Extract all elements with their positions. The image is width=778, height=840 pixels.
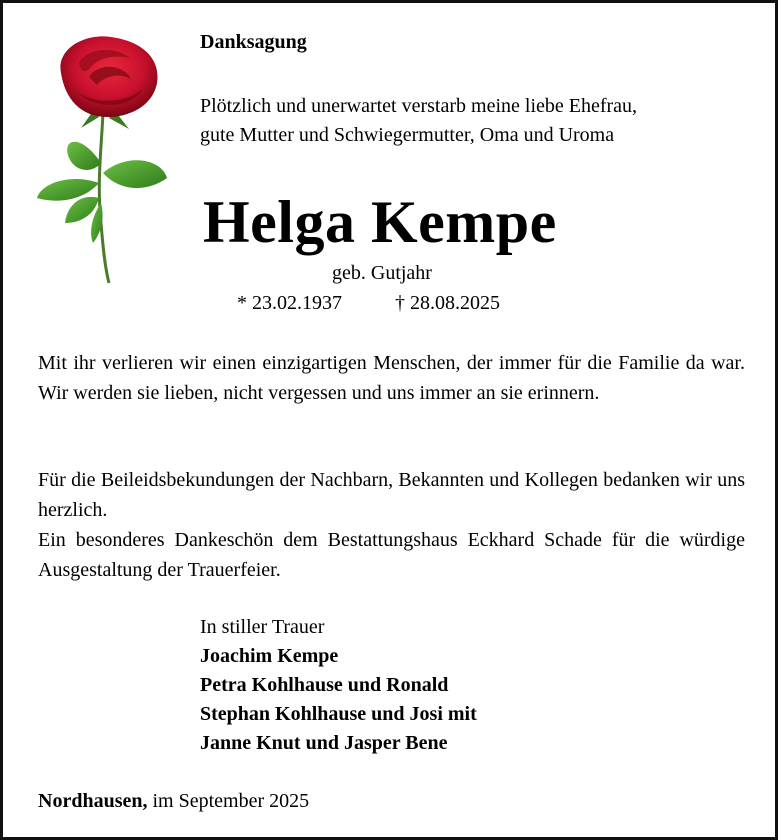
intro-text <box>200 92 637 150</box>
place-city: Nordhausen, <box>38 790 148 812</box>
birth-date: * 23.02.1937 <box>237 292 342 314</box>
place-date: im September 2025 <box>152 790 310 812</box>
thanks-paragraph <box>38 465 745 585</box>
intro-line: gute Mutter und Schwiegermutter, Oma und Uroma <box>200 124 615 146</box>
place-and-date <box>38 787 309 816</box>
mourner-name: Janne Knut und Jasper Bene <box>200 732 448 754</box>
mourners-signoff <box>200 613 477 758</box>
deceased-name: Helga Kempe <box>203 189 557 255</box>
death-date: † 28.08.2025 <box>395 292 500 314</box>
maiden-name: geb. Gutjahr <box>332 262 432 284</box>
thanks-sentence: Für die Beileidsbekundungen der Nachbarn, Bekannten und Kollegen bedanken wir uns herzlich. <box>38 469 745 521</box>
mourner-name: Petra Kohlhause und Ronald <box>200 674 449 696</box>
life-dates <box>237 290 500 316</box>
signoff-lead: In stiller Trauer <box>200 616 325 638</box>
mourner-name: Stephan Kohlhause und Josi mit <box>200 703 477 725</box>
thanks-sentence: Ein besonderes Dankeschön dem Bestattungshaus Eckhard Schade für die würdige Ausgestaltung der Trauerfeier. <box>38 529 745 581</box>
red-rose-icon <box>31 33 171 285</box>
tribute-paragraph: Mit ihr verlieren wir einen einzigartigen Menschen, der immer für die Familie da war. Wir werden sie lieben, nicht vergessen und uns immer an sie erinnern. <box>38 352 745 404</box>
notice-heading: Danksagung <box>200 31 307 53</box>
intro-line: Plötzlich und unerwartet verstarb meine liebe Ehefrau, <box>200 95 638 117</box>
mourner-name: Joachim Kempe <box>200 645 339 667</box>
